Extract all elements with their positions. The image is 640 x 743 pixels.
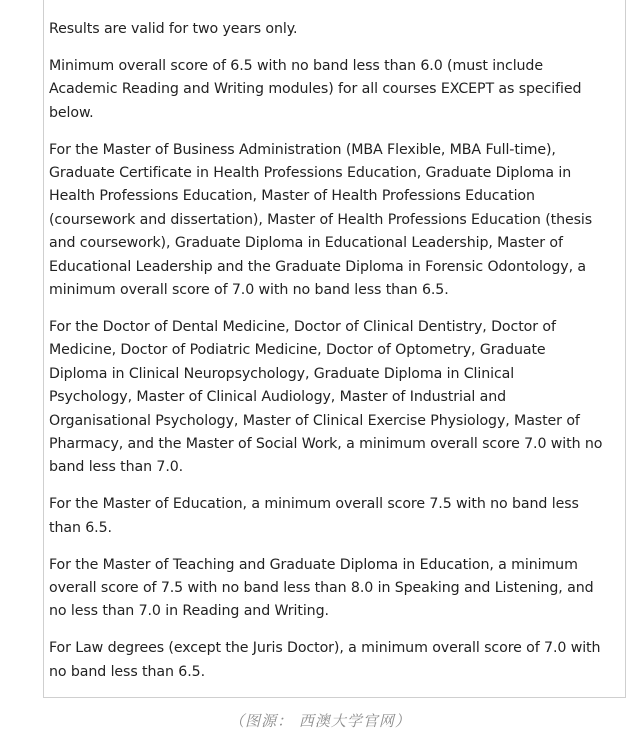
requirement-paragraph [49, 637, 625, 684]
paragraph-line: Graduate Certificate in Health Professions Education, Graduate Diploma in [49, 165, 572, 182]
requirement-paragraph [49, 55, 625, 125]
paragraph-line: than 6.5. [49, 519, 112, 536]
paragraph-line: and coursework), Graduate Diploma in Educational Leadership, Master of [49, 235, 563, 252]
paragraph-line: Academic Reading and Writing modules) for all courses EXCEPT as specified [49, 81, 582, 98]
paragraph-line: no band less than 6.5. [49, 663, 205, 680]
paragraph-line: Medicine, Doctor of Podiatric Medicine, Doctor of Optometry, Graduate [49, 342, 546, 359]
requirement-paragraph [49, 139, 625, 303]
paragraph-line: For the Master of Business Administration (MBA Flexible, MBA Full-time), [49, 141, 556, 158]
paragraph-line: below. [49, 104, 94, 121]
paragraph-line: Organisational Psychology, Master of Clinical Exercise Physiology, Master of [49, 412, 580, 429]
image-source-caption: （图源： 西澳大学官网） [229, 712, 411, 730]
paragraph-line: Pharmacy, and the Master of Social Work, a minimum overall score 7.0 with no [49, 436, 603, 452]
requirements-box [43, 0, 626, 698]
paragraph-line: For the Master of Education, a minimum overall score 7.5 with no band less [49, 496, 579, 513]
paragraph-line: no less than 7.0 in Reading and Writing. [49, 603, 329, 620]
requirement-paragraph [49, 493, 625, 540]
requirement-paragraph [49, 316, 625, 480]
requirement-paragraph [49, 18, 625, 41]
paragraph-line: Minimum overall score of 6.5 with no band less than 6.0 (must include [49, 57, 543, 74]
paragraph-line: Results are valid for two years only. [49, 21, 298, 37]
paragraph-line: For the Doctor of Dental Medicine, Doctor of Clinical Dentistry, Doctor of [49, 318, 556, 335]
paragraph-line: Health Professions Education, Master of Health Professions Education [49, 188, 535, 205]
paragraph-line: For the Master of Teaching and Graduate Diploma in Education, a minimum [49, 556, 578, 573]
paragraph-line: overall score of 7.5 with no band less than 8.0 in Speaking and Listening, and [49, 580, 594, 597]
paragraph-line: minimum overall score of 7.0 with no band less than 6.5. [49, 282, 449, 299]
paragraph-line: (coursework and dissertation), Master of Health Professions Education (thesis [49, 211, 593, 228]
requirement-paragraph [49, 554, 625, 624]
paragraph-line: For Law degrees (except the Juris Doctor), a minimum overall score of 7.0 with [49, 640, 601, 657]
paragraph-line: band less than 7.0. [49, 459, 184, 476]
paragraph-line: Educational Leadership and the Graduate Diploma in Forensic Odontology, a [49, 258, 586, 275]
paragraph-line: Diploma in Clinical Neuropsychology, Graduate Diploma in Clinical [49, 365, 515, 382]
paragraph-line: Psychology, Master of Clinical Audiology, Master of Industrial and [49, 389, 507, 406]
